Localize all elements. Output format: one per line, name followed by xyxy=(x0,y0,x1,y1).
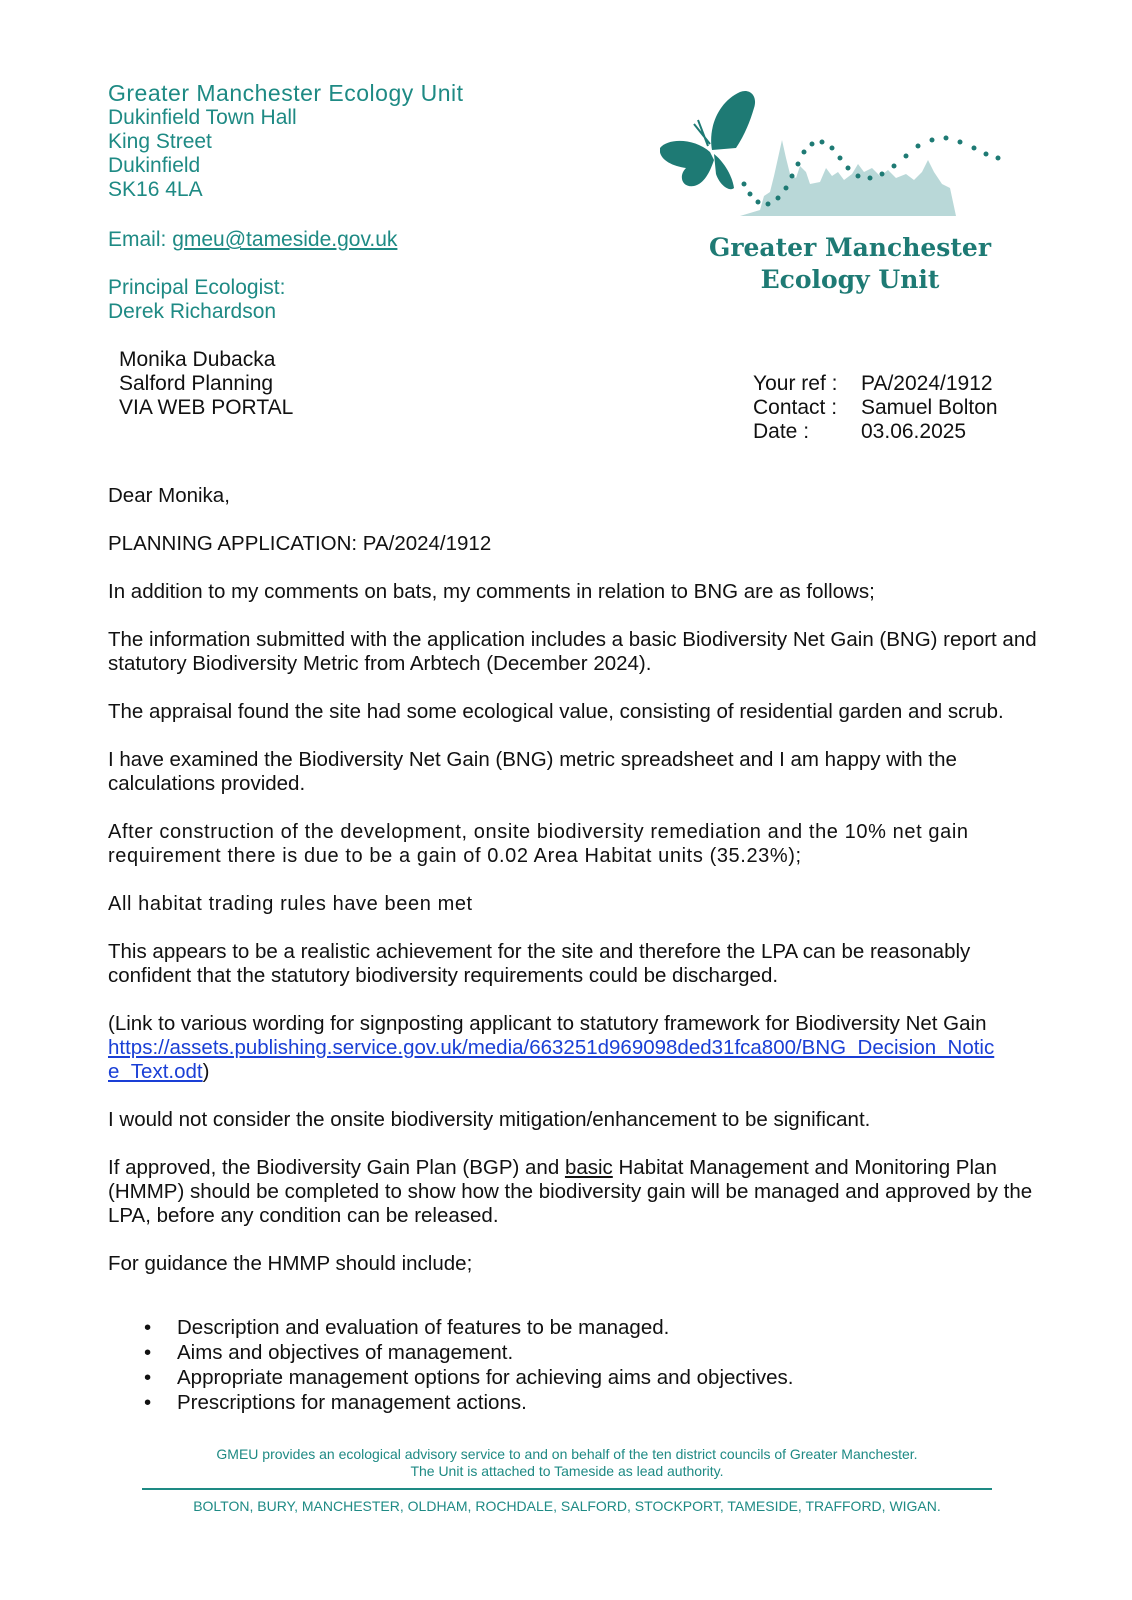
paragraph: The appraisal found the site had some ecological value, consisting of residential garden and scrub. xyxy=(108,700,1004,723)
paragraph: All habitat trading rules have been met xyxy=(108,893,473,915)
ref-value: Samuel Bolton xyxy=(861,396,998,419)
bullet-icon: • xyxy=(144,1366,152,1389)
ref-row-date xyxy=(753,420,998,444)
footer-districts: BOLTON, BURY, MANCHESTER, OLDHAM, ROCHDALE, SALFORD, STOCKPORT, TAMESIDE, TRAFFORD, WIGAN. xyxy=(193,1498,941,1514)
sender-org-name: Greater Manchester Ecology Unit xyxy=(108,80,464,106)
sender-email-line xyxy=(108,228,397,252)
recipient-delivery: VIA WEB PORTAL xyxy=(119,396,294,419)
list-item xyxy=(140,1315,794,1340)
logo-wordmark xyxy=(690,232,1010,296)
bullet-icon: • xyxy=(144,1341,152,1364)
list-item xyxy=(140,1390,794,1415)
bng-decision-link-continued[interactable]: e_Text.odt xyxy=(108,1060,203,1083)
salutation: Dear Monika, xyxy=(108,484,230,507)
principal-ecologist xyxy=(108,276,285,324)
list-item-text: Appropriate management options for achieving aims and objectives. xyxy=(177,1366,794,1389)
ref-row-contact xyxy=(753,396,998,420)
email-link[interactable]: gmeu@tameside.gov.uk xyxy=(172,228,398,251)
bullet-icon: • xyxy=(144,1391,152,1414)
principal-label: Principal Ecologist: xyxy=(108,276,286,299)
ref-label: Your ref : xyxy=(753,372,838,395)
paragraph: The information submitted with the application includes a basic Biodiversity Net Gain (BNG) report and statutory Biodiversity Metric from Arbtech (December 2024). xyxy=(108,628,1037,675)
list-item xyxy=(140,1365,794,1390)
link-intro: (Link to various wording for signposting applicant to statutory framework for Biodiversity Net Gain xyxy=(108,1012,987,1035)
skyline-icon xyxy=(740,140,956,216)
list-item-text: Aims and objectives of management. xyxy=(177,1341,514,1364)
hmmp-list xyxy=(140,1315,794,1415)
reference-block xyxy=(753,372,998,444)
paragraph: In addition to my comments on bats, my comments in relation to BNG are as follows; xyxy=(108,580,875,603)
butterfly-icon xyxy=(660,91,755,189)
footer-line-1: GMEU provides an ecological advisory service to and on behalf of the ten district councils of Greater Manchester. xyxy=(216,1446,918,1462)
sender-address-line: King Street xyxy=(108,130,212,153)
recipient-address xyxy=(119,348,293,420)
subject-line: PLANNING APPLICATION: PA/2024/1912 xyxy=(108,532,492,555)
footer-note xyxy=(142,1446,992,1480)
bng-decision-link[interactable]: https://assets.publishing.service.gov.uk/media/663251d969098ded31fca800/BNG_Decision_Notic xyxy=(108,1036,995,1059)
footer-divider xyxy=(142,1488,992,1490)
recipient-name: Monika Dubacka xyxy=(119,348,276,371)
paragraph: For guidance the HMMP should include; xyxy=(108,1252,473,1275)
sender-address-line: Dukinfield xyxy=(108,154,201,177)
logo-line-2: Ecology Unit xyxy=(760,265,940,294)
recipient-department: Salford Planning xyxy=(119,372,274,395)
footer-line-2: The Unit is attached to Tameside as lead authority. xyxy=(410,1463,724,1479)
list-item-text: Description and evaluation of features to be managed. xyxy=(177,1316,670,1339)
link-paragraph xyxy=(108,1012,1038,1084)
bullet-icon: • xyxy=(144,1316,152,1339)
email-label: Email: xyxy=(108,228,167,251)
list-item-text: Prescriptions for management actions. xyxy=(177,1391,527,1414)
ref-value: PA/2024/1912 xyxy=(861,372,993,395)
paragraph: I would not consider the onsite biodiversity mitigation/enhancement to be significant. xyxy=(108,1108,871,1131)
paragraph: I have examined the Biodiversity Net Gain (BNG) metric spreadsheet and I am happy with the calculations provided. xyxy=(108,748,957,795)
paragraph-text: Habitat Management and Monitoring Plan (HMMP) should be completed to show how the biodiversity gain will be managed and approved by the LPA, before any condition can be released. xyxy=(108,1156,1033,1227)
paragraph: After construction of the development, onsite biodiversity remediation and the 10% net gain requirement there is due to be a gain of 0.02 Area Habitat units (35.23%); xyxy=(108,821,969,867)
ref-label: Date : xyxy=(753,420,810,443)
sender-address-line: SK16 4LA xyxy=(108,178,203,201)
ref-row-your-ref xyxy=(753,372,998,396)
link-close: ) xyxy=(202,1060,210,1083)
underlined-word: basic xyxy=(564,1156,613,1179)
ref-value: 03.06.2025 xyxy=(861,420,967,443)
paragraph-bgp xyxy=(108,1156,1038,1228)
principal-name: Derek Richardson xyxy=(108,300,277,323)
list-item xyxy=(140,1340,794,1365)
sender-address xyxy=(108,80,464,202)
logo-line-1: Greater Manchester xyxy=(708,233,991,262)
sender-address-line: Dukinfield Town Hall xyxy=(108,106,297,129)
paragraph-text: If approved, the Biodiversity Gain Plan (BGP) and xyxy=(108,1156,560,1179)
ref-label: Contact : xyxy=(753,396,838,419)
paragraph: This appears to be a realistic achievement for the site and therefore the LPA can be reasonably confident that the statutory biodiversity requirements could be discharged. xyxy=(108,940,971,987)
